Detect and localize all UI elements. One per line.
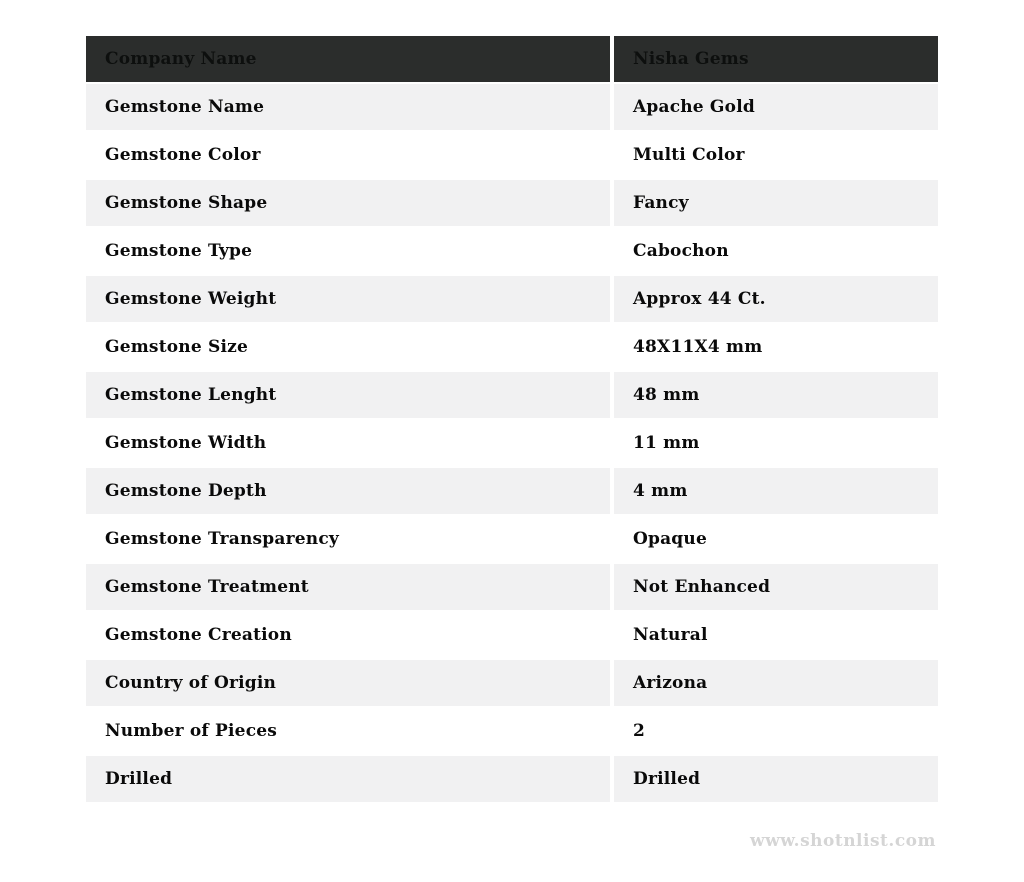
table-row bbox=[86, 372, 938, 418]
spec-value-cell: Fancy bbox=[614, 180, 938, 226]
spec-value-cell: Apache Gold bbox=[614, 84, 938, 130]
table-row bbox=[86, 180, 938, 226]
table-row bbox=[86, 84, 938, 130]
table-header-row bbox=[86, 36, 938, 82]
spec-value-cell: 2 bbox=[614, 708, 938, 754]
spec-value-cell: Approx 44 Ct. bbox=[614, 276, 938, 322]
spec-label-cell: Gemstone Weight bbox=[86, 276, 610, 322]
spec-label-cell: Gemstone Color bbox=[86, 132, 610, 178]
table-row bbox=[86, 516, 938, 562]
spec-label-cell: Gemstone Depth bbox=[86, 468, 610, 514]
spec-value-cell: Natural bbox=[614, 612, 938, 658]
spec-label-cell: Gemstone Creation bbox=[86, 612, 610, 658]
spec-label-cell: Gemstone Type bbox=[86, 228, 610, 274]
table-row bbox=[86, 228, 938, 274]
table-row bbox=[86, 420, 938, 466]
spec-label-cell: Gemstone Treatment bbox=[86, 564, 610, 610]
spec-label-cell: Number of Pieces bbox=[86, 708, 610, 754]
table-row bbox=[86, 564, 938, 610]
table-row bbox=[86, 756, 938, 802]
spec-value-cell: Drilled bbox=[614, 756, 938, 802]
spec-value-cell: Arizona bbox=[614, 660, 938, 706]
table-row bbox=[86, 612, 938, 658]
spec-label-cell: Drilled bbox=[86, 756, 610, 802]
table-row bbox=[86, 132, 938, 178]
spec-value-cell: 48 mm bbox=[614, 372, 938, 418]
table-row bbox=[86, 660, 938, 706]
spec-value-cell: 4 mm bbox=[614, 468, 938, 514]
spec-label-cell: Gemstone Name bbox=[86, 84, 610, 130]
spec-value-cell: Not Enhanced bbox=[614, 564, 938, 610]
spec-value-cell: 48X11X4 mm bbox=[614, 324, 938, 370]
spec-value-cell: Cabochon bbox=[614, 228, 938, 274]
spec-label-cell: Gemstone Shape bbox=[86, 180, 610, 226]
table-row bbox=[86, 324, 938, 370]
spec-value-cell: Opaque bbox=[614, 516, 938, 562]
watermark-text: www.shotnlist.com bbox=[749, 831, 936, 851]
spec-label-cell: Gemstone Width bbox=[86, 420, 610, 466]
spec-value-cell: 11 mm bbox=[614, 420, 938, 466]
spec-label-cell: Gemstone Lenght bbox=[86, 372, 610, 418]
spec-label-cell: Gemstone Transparency bbox=[86, 516, 610, 562]
table-row bbox=[86, 276, 938, 322]
header-value-cell: Nisha Gems bbox=[614, 36, 938, 82]
header-label-cell: Company Name bbox=[86, 36, 610, 82]
spec-label-cell: Gemstone Size bbox=[86, 324, 610, 370]
spec-label-cell: Country of Origin bbox=[86, 660, 610, 706]
gemstone-spec-table bbox=[86, 36, 938, 804]
table-row bbox=[86, 468, 938, 514]
table-body bbox=[86, 84, 938, 802]
spec-value-cell: Multi Color bbox=[614, 132, 938, 178]
table-row bbox=[86, 708, 938, 754]
